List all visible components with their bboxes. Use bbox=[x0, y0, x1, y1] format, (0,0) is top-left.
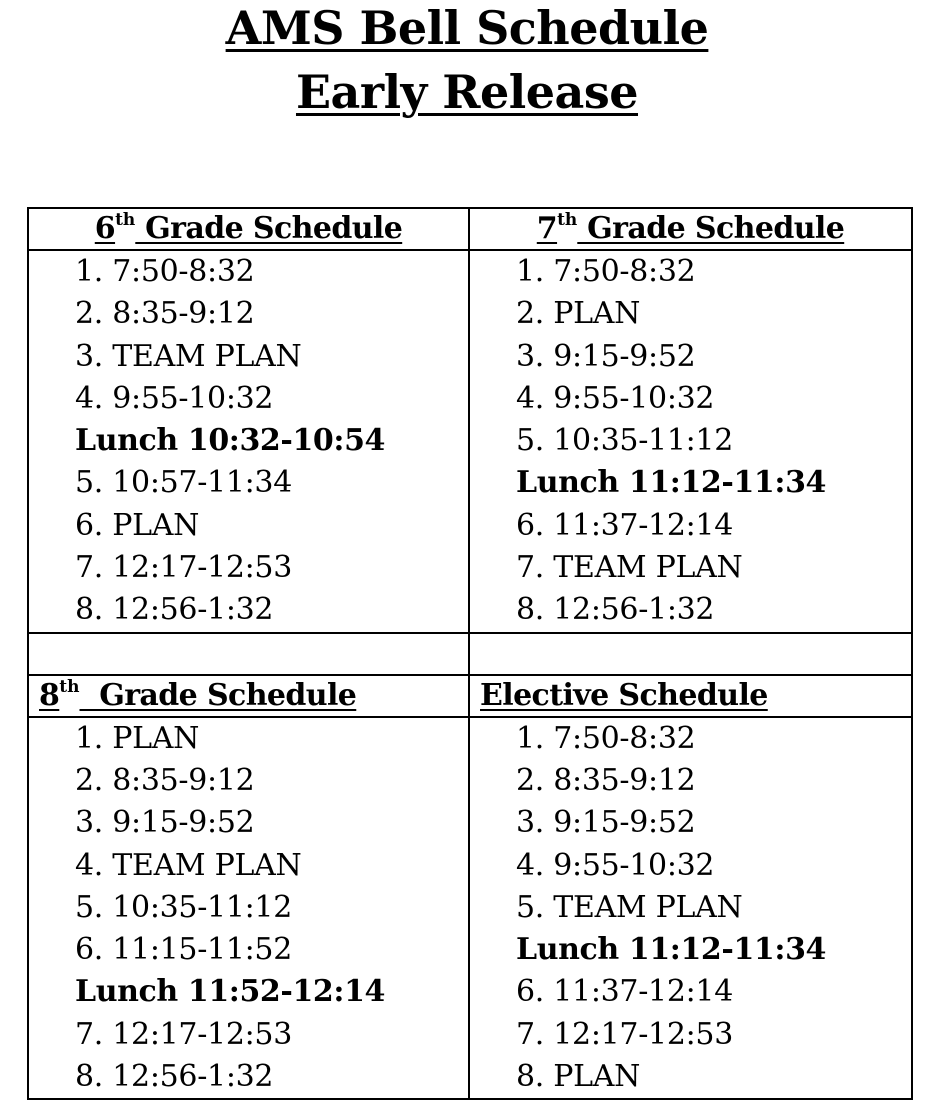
empty-spacer-cell-left bbox=[28, 633, 469, 675]
elective-period: 8. PLAN bbox=[516, 1059, 641, 1095]
elective-period: 7. 12:17-12:53 bbox=[516, 1016, 734, 1052]
sixth-grade-lunch: Lunch 10:32-10:54 bbox=[75, 423, 386, 459]
eighth-grade-header-rest: Grade Schedule bbox=[79, 677, 357, 713]
eighth-grade-period: 8. 12:56-1:32 bbox=[75, 1059, 274, 1095]
elective-period: 2. 8:35-9:12 bbox=[516, 762, 696, 798]
seventh-grade-lunch: Lunch 11:12-11:34 bbox=[516, 465, 827, 501]
sixth-grade-period: 1. 7:50-8:32 bbox=[75, 254, 255, 289]
empty-spacer-cell-right bbox=[469, 633, 912, 675]
eighth-grade-period: 1. PLAN bbox=[75, 720, 200, 756]
seventh-grade-period: 4. 9:55-10:32 bbox=[516, 380, 715, 416]
eighth-grade-period: 7. 12:17-12:53 bbox=[75, 1016, 293, 1052]
eighth-grade-header: 8th Grade Schedule bbox=[28, 675, 469, 717]
seventh-grade-period: 6. 11:37-12:14 bbox=[516, 507, 734, 543]
sixth-grade-header-num: 6 bbox=[94, 211, 116, 246]
eighth-grade-lunch: Lunch 11:52-12:14 bbox=[75, 974, 386, 1010]
elective-header bbox=[469, 675, 912, 717]
elective-period: 5. TEAM PLAN bbox=[516, 889, 743, 925]
seventh-grade-header-num: 7 bbox=[536, 211, 558, 246]
schedule-table bbox=[27, 207, 913, 1100]
elective-period: 1. 7:50-8:32 bbox=[516, 720, 696, 756]
seventh-grade-period: 1. 7:50-8:32 bbox=[516, 254, 696, 289]
elective-period: 4. 9:55-10:32 bbox=[516, 847, 715, 883]
eighth-grade-period: 5. 10:35-11:12 bbox=[75, 889, 293, 925]
sixth-grade-period: 5. 10:57-11:34 bbox=[75, 465, 293, 501]
sixth-grade-header-rest: Grade Schedule bbox=[135, 211, 403, 246]
elective-periods bbox=[469, 717, 912, 1100]
seventh-grade-periods bbox=[469, 250, 912, 633]
seventh-grade-period: 8. 12:56-1:32 bbox=[516, 592, 715, 628]
seventh-grade-period: 3. 9:15-9:52 bbox=[516, 338, 696, 374]
sixth-grade-period: 7. 12:17-12:53 bbox=[75, 550, 293, 586]
sixth-grade-period: 8. 12:56-1:32 bbox=[75, 592, 274, 628]
elective-period: 3. 9:15-9:52 bbox=[516, 805, 696, 841]
elective-period: 6. 11:37-12:14 bbox=[516, 974, 734, 1010]
elective-lunch: Lunch 11:12-11:34 bbox=[516, 932, 827, 968]
elective-header-text: Elective Schedule bbox=[480, 677, 768, 713]
sixth-grade-period: 6. PLAN bbox=[75, 507, 200, 543]
eighth-grade-period: 3. 9:15-9:52 bbox=[75, 805, 255, 841]
eighth-grade-period: 6. 11:15-11:52 bbox=[75, 932, 293, 968]
title-line-1: AMS Bell Schedule bbox=[225, 1, 709, 55]
eighth-grade-period: 2. 8:35-9:12 bbox=[75, 762, 255, 798]
seventh-grade-period: 5. 10:35-11:12 bbox=[516, 423, 734, 459]
title-line-2: Early Release bbox=[295, 65, 639, 119]
seventh-grade-header: 7th Grade Schedule bbox=[469, 208, 912, 250]
sixth-grade-periods bbox=[28, 250, 469, 633]
eighth-grade-period: 4. TEAM PLAN bbox=[75, 847, 302, 883]
eighth-grade-header-num: 8 bbox=[39, 677, 60, 713]
seventh-grade-header-rest: Grade Schedule bbox=[577, 211, 845, 246]
sixth-grade-period: 2. 8:35-9:12 bbox=[75, 296, 255, 332]
eighth-grade-periods bbox=[28, 717, 469, 1100]
seventh-grade-period: 7. TEAM PLAN bbox=[516, 550, 743, 586]
sixth-grade-period: 3. TEAM PLAN bbox=[75, 338, 302, 374]
sixth-grade-header: 6th Grade Schedule bbox=[28, 208, 469, 250]
sixth-grade-period: 4. 9:55-10:32 bbox=[75, 380, 274, 416]
seventh-grade-period: 2. PLAN bbox=[516, 296, 641, 332]
